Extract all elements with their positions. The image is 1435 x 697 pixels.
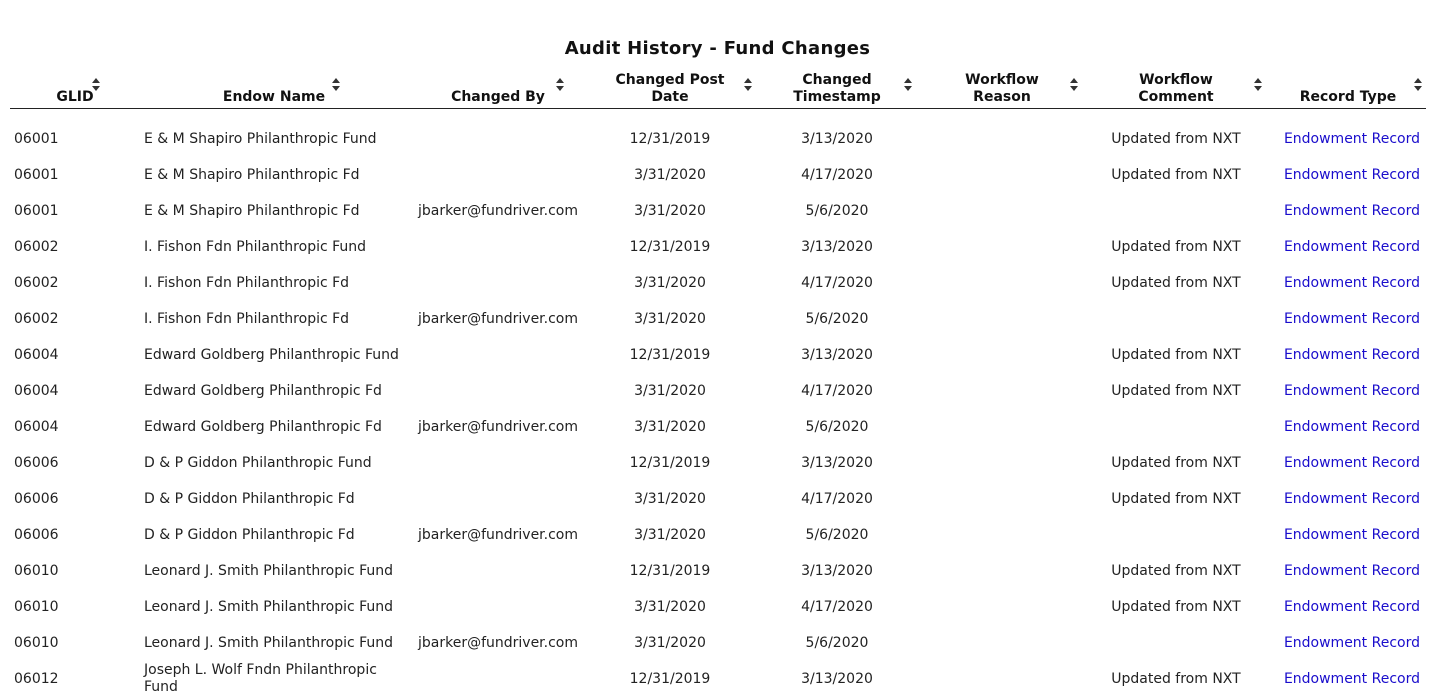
cell-workflow-reason [922,301,1082,337]
column-header-workflow-reason[interactable] [922,70,1082,109]
cell-workflow-comment [1082,409,1270,445]
column-header-label: Changed Timestamp [787,72,887,106]
record-type-link[interactable]: Endowment Record [1284,347,1420,363]
cell-changed-post-date: 12/31/2019 [588,109,752,158]
cell-endow-name: Edward Goldberg Philanthropic Fd [140,373,408,409]
cell-workflow-comment: Updated from NXT [1082,445,1270,481]
table-row [10,553,1426,589]
cell-endow-name: Leonard J. Smith Philanthropic Fund [140,553,408,589]
cell-workflow-reason [922,625,1082,661]
cell-glid: 06002 [10,265,140,301]
cell-record-type [1270,517,1426,553]
column-header-label: Workflow Comment [1131,72,1221,106]
record-type-link[interactable]: Endowment Record [1284,419,1420,435]
cell-endow-name: E & M Shapiro Philanthropic Fund [140,109,408,158]
cell-endow-name: I. Fishon Fdn Philanthropic Fd [140,301,408,337]
cell-endow-name: I. Fishon Fdn Philanthropic Fd [140,265,408,301]
cell-workflow-reason [922,337,1082,373]
cell-endow-name: E & M Shapiro Philanthropic Fd [140,193,408,229]
cell-glid: 06001 [10,193,140,229]
table-row [10,589,1426,625]
cell-record-type [1270,109,1426,158]
cell-changed-timestamp: 4/17/2020 [752,265,922,301]
cell-record-type [1270,481,1426,517]
cell-record-type [1270,661,1426,697]
cell-glid: 06001 [10,157,140,193]
cell-changed-timestamp: 3/13/2020 [752,109,922,158]
sort-up-down-icon[interactable] [744,78,752,94]
cell-changed-timestamp: 3/13/2020 [752,661,922,697]
table-row [10,109,1426,158]
cell-workflow-comment: Updated from NXT [1082,553,1270,589]
cell-changed-by: jbarker@fundriver.com [408,625,588,661]
column-header-record-type[interactable] [1270,70,1426,109]
cell-changed-by [408,109,588,158]
cell-changed-post-date: 3/31/2020 [588,157,752,193]
cell-endow-name: Joseph L. Wolf Fndn Philanthropic Fund [140,661,408,697]
cell-changed-timestamp: 5/6/2020 [752,193,922,229]
cell-changed-by [408,157,588,193]
cell-workflow-reason [922,193,1082,229]
table-header [10,70,1426,109]
sort-up-down-icon[interactable] [92,78,100,94]
cell-endow-name: D & P Giddon Philanthropic Fund [140,445,408,481]
cell-workflow-reason [922,661,1082,697]
column-header-endow-name[interactable] [140,70,408,109]
cell-record-type [1270,373,1426,409]
cell-record-type [1270,409,1426,445]
cell-endow-name: Leonard J. Smith Philanthropic Fund [140,589,408,625]
cell-glid: 06012 [10,661,140,697]
table-row [10,373,1426,409]
table-row [10,445,1426,481]
record-type-link[interactable]: Endowment Record [1284,203,1420,219]
cell-workflow-reason [922,229,1082,265]
cell-endow-name: D & P Giddon Philanthropic Fd [140,481,408,517]
cell-glid: 06006 [10,517,140,553]
cell-workflow-comment [1082,625,1270,661]
cell-changed-post-date: 12/31/2019 [588,661,752,697]
cell-changed-post-date: 3/31/2020 [588,481,752,517]
cell-changed-post-date: 3/31/2020 [588,265,752,301]
table-row [10,409,1426,445]
column-header-label: Endow Name [223,89,325,106]
column-header-label: Workflow Reason [957,72,1047,106]
cell-changed-by [408,589,588,625]
table-row [10,157,1426,193]
cell-changed-post-date: 3/31/2020 [588,409,752,445]
table-row [10,661,1426,697]
record-type-link[interactable]: Endowment Record [1284,239,1420,255]
page-title: Audit History - Fund Changes [0,38,1435,59]
column-header-glid[interactable] [10,70,140,109]
cell-workflow-reason [922,373,1082,409]
cell-endow-name: D & P Giddon Philanthropic Fd [140,517,408,553]
table-row [10,229,1426,265]
sort-up-down-icon[interactable] [1254,78,1262,94]
record-type-link[interactable]: Endowment Record [1284,131,1420,147]
column-header-changed-post-date[interactable] [588,70,752,109]
cell-glid: 06010 [10,553,140,589]
cell-workflow-comment: Updated from NXT [1082,265,1270,301]
cell-glid: 06010 [10,589,140,625]
record-type-link[interactable]: Endowment Record [1284,563,1420,579]
record-type-link[interactable]: Endowment Record [1284,491,1420,507]
cell-changed-post-date: 3/31/2020 [588,301,752,337]
cell-record-type [1270,553,1426,589]
sort-up-down-icon[interactable] [1414,78,1422,94]
cell-changed-by [408,373,588,409]
cell-workflow-comment: Updated from NXT [1082,481,1270,517]
record-type-link[interactable]: Endowment Record [1284,275,1420,291]
cell-glid: 06010 [10,625,140,661]
cell-changed-timestamp: 5/6/2020 [752,625,922,661]
cell-endow-name: Edward Goldberg Philanthropic Fund [140,337,408,373]
sort-up-down-icon[interactable] [556,78,564,94]
cell-glid: 06004 [10,337,140,373]
cell-workflow-reason [922,109,1082,158]
cell-changed-post-date: 12/31/2019 [588,553,752,589]
table-row [10,265,1426,301]
cell-changed-by [408,445,588,481]
sort-up-down-icon[interactable] [1070,78,1078,94]
cell-endow-name: Leonard J. Smith Philanthropic Fund [140,625,408,661]
column-header-label: Record Type [1300,89,1397,106]
record-type-link[interactable]: Endowment Record [1284,311,1420,327]
table-row [10,337,1426,373]
cell-changed-by [408,265,588,301]
cell-workflow-comment: Updated from NXT [1082,109,1270,158]
cell-workflow-comment: Updated from NXT [1082,337,1270,373]
cell-changed-timestamp: 5/6/2020 [752,517,922,553]
cell-record-type [1270,157,1426,193]
cell-record-type [1270,445,1426,481]
cell-glid: 06001 [10,109,140,158]
record-type-link[interactable]: Endowment Record [1284,635,1420,651]
sort-up-down-icon[interactable] [904,78,912,94]
cell-changed-post-date: 3/31/2020 [588,517,752,553]
record-type-link[interactable]: Endowment Record [1284,383,1420,399]
table-row [10,517,1426,553]
record-type-link[interactable]: Endowment Record [1284,167,1420,183]
cell-record-type [1270,193,1426,229]
column-header-label: GLID [56,89,93,106]
cell-changed-post-date: 3/31/2020 [588,625,752,661]
column-header-workflow-comment[interactable] [1082,70,1270,109]
cell-glid: 06002 [10,229,140,265]
cell-workflow-comment: Updated from NXT [1082,373,1270,409]
cell-changed-timestamp: 3/13/2020 [752,445,922,481]
cell-changed-timestamp: 3/13/2020 [752,337,922,373]
table-row [10,193,1426,229]
record-type-link[interactable]: Endowment Record [1284,599,1420,615]
cell-changed-post-date: 12/31/2019 [588,337,752,373]
cell-changed-timestamp: 5/6/2020 [752,301,922,337]
cell-workflow-comment [1082,517,1270,553]
cell-workflow-comment [1082,301,1270,337]
cell-changed-timestamp: 3/13/2020 [752,229,922,265]
cell-workflow-comment: Updated from NXT [1082,661,1270,697]
cell-record-type [1270,265,1426,301]
record-type-link[interactable]: Endowment Record [1284,527,1420,543]
cell-changed-by [408,229,588,265]
audit-history-table [10,70,1426,697]
cell-changed-post-date: 3/31/2020 [588,373,752,409]
cell-changed-timestamp: 5/6/2020 [752,409,922,445]
cell-workflow-reason [922,589,1082,625]
cell-endow-name: I. Fishon Fdn Philanthropic Fund [140,229,408,265]
cell-changed-by [408,553,588,589]
cell-record-type [1270,229,1426,265]
cell-glid: 06004 [10,373,140,409]
cell-workflow-reason [922,517,1082,553]
cell-workflow-reason [922,409,1082,445]
cell-changed-post-date: 12/31/2019 [588,229,752,265]
cell-record-type [1270,337,1426,373]
cell-changed-by [408,481,588,517]
cell-changed-timestamp: 4/17/2020 [752,481,922,517]
cell-glid: 06006 [10,445,140,481]
cell-changed-by [408,661,588,697]
table-row [10,481,1426,517]
column-header-changed-timestamp[interactable] [752,70,922,109]
cell-changed-by: jbarker@fundriver.com [408,301,588,337]
cell-glid: 06006 [10,481,140,517]
column-header-label: Changed By [451,89,545,106]
cell-workflow-reason [922,553,1082,589]
cell-workflow-reason [922,157,1082,193]
cell-changed-by: jbarker@fundriver.com [408,193,588,229]
record-type-link[interactable]: Endowment Record [1284,671,1420,687]
cell-workflow-comment: Updated from NXT [1082,229,1270,265]
cell-changed-by: jbarker@fundriver.com [408,517,588,553]
column-header-changed-by[interactable] [408,70,588,109]
cell-changed-timestamp: 4/17/2020 [752,157,922,193]
cell-workflow-comment [1082,193,1270,229]
cell-changed-by [408,337,588,373]
cell-changed-post-date: 12/31/2019 [588,445,752,481]
cell-record-type [1270,589,1426,625]
table-row [10,625,1426,661]
cell-changed-timestamp: 3/13/2020 [752,553,922,589]
cell-glid: 06004 [10,409,140,445]
cell-changed-post-date: 3/31/2020 [588,193,752,229]
cell-glid: 06002 [10,301,140,337]
column-header-label: Changed Post Date [610,72,730,106]
cell-changed-by: jbarker@fundriver.com [408,409,588,445]
table-body [10,109,1426,697]
cell-record-type [1270,625,1426,661]
cell-endow-name: E & M Shapiro Philanthropic Fd [140,157,408,193]
cell-endow-name: Edward Goldberg Philanthropic Fd [140,409,408,445]
cell-changed-post-date: 3/31/2020 [588,589,752,625]
cell-changed-timestamp: 4/17/2020 [752,589,922,625]
audit-history-table-container [10,70,1426,697]
cell-record-type [1270,301,1426,337]
cell-workflow-comment: Updated from NXT [1082,157,1270,193]
sort-up-down-icon[interactable] [332,78,340,94]
table-row [10,301,1426,337]
cell-workflow-reason [922,481,1082,517]
cell-changed-timestamp: 4/17/2020 [752,373,922,409]
cell-workflow-reason [922,445,1082,481]
header-row [10,70,1426,109]
cell-workflow-comment: Updated from NXT [1082,589,1270,625]
cell-workflow-reason [922,265,1082,301]
record-type-link[interactable]: Endowment Record [1284,455,1420,471]
